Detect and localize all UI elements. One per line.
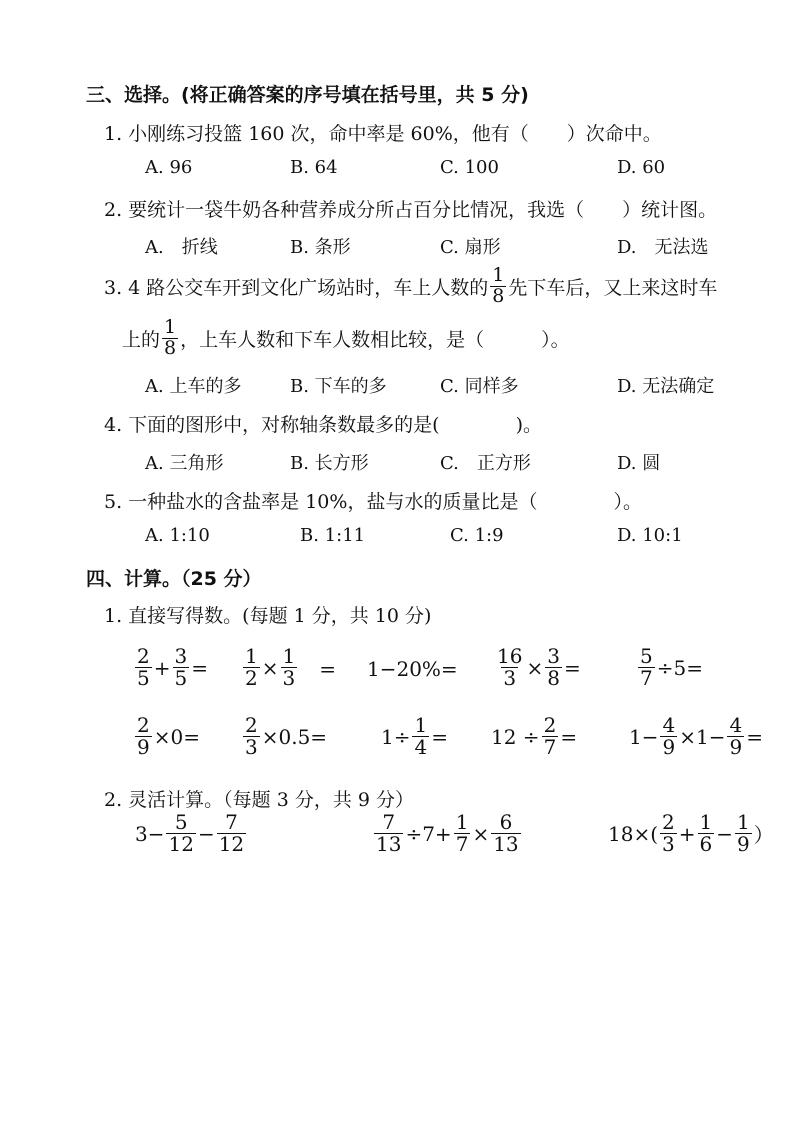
q3-option-b: B. 下车的多 bbox=[290, 376, 387, 397]
equals: = bbox=[746, 724, 763, 749]
operator: + bbox=[678, 821, 696, 846]
numerator: 1 bbox=[282, 644, 296, 668]
denominator: 3 bbox=[282, 666, 296, 690]
q4-option-c: C. 正方形 bbox=[440, 453, 531, 474]
fraction bbox=[173, 646, 190, 689]
operator: + bbox=[153, 655, 171, 680]
q2-option-b: B. 条形 bbox=[290, 237, 351, 258]
fraction bbox=[217, 812, 246, 855]
q3-fraction-1 bbox=[490, 266, 506, 307]
q4-option-a: A. 三角形 bbox=[145, 453, 224, 474]
fraction bbox=[495, 646, 524, 689]
numerator: 3 bbox=[547, 644, 560, 668]
calc-2-3 bbox=[381, 715, 448, 758]
expression-text: 1−20%= bbox=[367, 657, 458, 681]
fraction bbox=[660, 715, 677, 758]
denominator: 12 bbox=[168, 832, 194, 856]
denominator: 9 bbox=[729, 735, 743, 759]
q4-option-d: D. 圆 bbox=[617, 453, 661, 474]
operator: × bbox=[261, 655, 279, 680]
fraction bbox=[243, 715, 260, 758]
section3-title: 三、选择。(将正确答案的序号填在括号里，共 5 分) bbox=[86, 84, 529, 106]
numerator: 4 bbox=[662, 713, 676, 737]
operator: ÷7+ bbox=[405, 821, 452, 846]
calc-3-3 bbox=[608, 812, 774, 855]
question-4: 4. 下面的图形中，对称轴条数最多的是( )。 bbox=[104, 414, 542, 436]
operator-tail: ÷5= bbox=[656, 655, 703, 680]
denominator: 3 bbox=[503, 666, 517, 690]
numerator: 1 bbox=[245, 644, 258, 668]
calc-2-5 bbox=[629, 715, 763, 758]
question-3-line1 bbox=[104, 266, 717, 307]
calc-1-1 bbox=[133, 646, 208, 689]
numerator: 2 bbox=[137, 713, 150, 737]
calc-2-2 bbox=[241, 715, 327, 758]
denominator: 8 bbox=[492, 284, 505, 307]
q1-option-d: D. 60 bbox=[617, 157, 666, 178]
equals: = bbox=[431, 724, 448, 749]
fraction bbox=[281, 646, 298, 689]
fraction bbox=[243, 646, 260, 689]
numerator: 2 bbox=[245, 713, 258, 737]
denominator: 5 bbox=[137, 666, 150, 690]
denominator: 3 bbox=[245, 735, 258, 759]
fraction bbox=[545, 646, 562, 689]
denominator: 9 bbox=[137, 735, 150, 759]
q3-option-d: D. 无法确定 bbox=[617, 376, 715, 397]
section4-sub1: 1. 直接写得数。(每题 1 分，共 10 分) bbox=[104, 605, 432, 627]
q3-text-part2: 先下车后，又上来这时车 bbox=[508, 276, 718, 299]
calc-3-1 bbox=[135, 812, 248, 855]
equals: = bbox=[560, 724, 578, 749]
denominator: 3 bbox=[662, 832, 675, 856]
denominator: 7 bbox=[455, 832, 469, 856]
numerator: 7 bbox=[382, 810, 396, 834]
denominator: 9 bbox=[662, 735, 676, 759]
fraction bbox=[727, 715, 744, 758]
denominator: 8 bbox=[164, 336, 177, 359]
calc-1-5 bbox=[636, 646, 703, 689]
numerator: 7 bbox=[225, 810, 238, 834]
numerator: 4 bbox=[729, 713, 743, 737]
fraction bbox=[454, 812, 471, 855]
q5-option-d: D. 10:1 bbox=[617, 525, 683, 546]
equals: = bbox=[191, 655, 208, 680]
q3-line2-part1: 上的 bbox=[122, 328, 161, 351]
numerator: 1 bbox=[455, 810, 469, 834]
section4-sub2: 2. 灵活计算。（每题 3 分，共 9 分） bbox=[104, 789, 415, 811]
numerator: 5 bbox=[174, 810, 188, 834]
operator: × bbox=[472, 821, 490, 846]
prefix: 1÷ bbox=[381, 724, 411, 749]
denominator: 12 bbox=[218, 832, 245, 856]
q3-fraction-2 bbox=[162, 318, 178, 359]
calc-2-1 bbox=[133, 715, 200, 758]
numerator: 2 bbox=[543, 713, 557, 737]
operator-tail: ×0= bbox=[153, 724, 200, 749]
numerator: 1 bbox=[737, 810, 750, 834]
fraction bbox=[638, 646, 655, 689]
q1-option-c: C. 100 bbox=[440, 157, 499, 178]
fraction bbox=[166, 812, 195, 855]
q2-option-c: C. 扇形 bbox=[440, 237, 501, 258]
numerator: 16 bbox=[497, 644, 523, 668]
numerator: 1 bbox=[414, 713, 428, 737]
denominator: 6 bbox=[699, 832, 713, 856]
fraction bbox=[491, 812, 520, 855]
section4-title: 四、计算。（25 分） bbox=[86, 568, 262, 590]
calc-1-4 bbox=[493, 646, 581, 689]
denominator: 8 bbox=[547, 666, 560, 690]
q3-option-a: A. 上车的多 bbox=[145, 376, 242, 397]
denominator: 13 bbox=[493, 832, 519, 856]
q1-option-b: B. 64 bbox=[290, 157, 338, 178]
q2-option-a: A. 折线 bbox=[145, 237, 218, 258]
question-5: 5. 一种盐水的含盐率是 10%，盐与水的质量比是（ ）。 bbox=[104, 491, 642, 513]
fraction bbox=[135, 715, 152, 758]
numerator: 2 bbox=[662, 810, 675, 834]
calc-3-2 bbox=[372, 812, 523, 855]
q3-line2-part2: ，上车人数和下车人数相比较，是（ ）。 bbox=[180, 328, 570, 351]
calc-2-4 bbox=[491, 715, 577, 758]
denominator: 2 bbox=[245, 666, 258, 690]
denominator: 7 bbox=[543, 735, 557, 759]
numerator: 5 bbox=[640, 644, 653, 668]
question-1: 1. 小刚练习投篮 160 次，命中率是 60%，他有（ ）次命中。 bbox=[104, 123, 662, 145]
operator: − bbox=[197, 821, 215, 846]
q5-option-b: B. 1:11 bbox=[300, 525, 366, 546]
operator: ×1− bbox=[679, 724, 726, 749]
prefix: 1− bbox=[629, 724, 659, 749]
numerator: 3 bbox=[174, 644, 188, 668]
prefix: 3− bbox=[135, 821, 165, 846]
operator: − bbox=[716, 821, 734, 846]
denominator: 5 bbox=[174, 666, 188, 690]
numerator: 1 bbox=[164, 316, 177, 338]
fraction bbox=[374, 812, 403, 855]
question-2: 2. 要统计一袋牛奶各种营养成分所占百分比情况，我选（ ）统计图。 bbox=[104, 199, 718, 221]
denominator: 9 bbox=[737, 832, 750, 856]
q4-option-b: B. 长方形 bbox=[290, 453, 369, 474]
calc-1-2 bbox=[241, 646, 336, 689]
numerator: 1 bbox=[699, 810, 713, 834]
question-3-line2 bbox=[122, 318, 570, 359]
q1-option-a: A. 96 bbox=[145, 157, 193, 178]
operator-tail: ×0.5= bbox=[261, 724, 328, 749]
prefix: 18×( bbox=[608, 821, 659, 846]
q5-option-a: A. 1:10 bbox=[145, 525, 210, 546]
denominator: 4 bbox=[414, 735, 428, 759]
q5-option-c: C. 1:9 bbox=[450, 525, 504, 546]
numerator: 6 bbox=[499, 810, 513, 834]
q3-text-part1: 3. 4 路公交车开到文化广场站时，车上人数的 bbox=[104, 276, 489, 299]
fraction bbox=[698, 812, 715, 855]
fraction bbox=[735, 812, 752, 855]
equals: = bbox=[299, 657, 336, 681]
prefix: 12 ÷ bbox=[491, 724, 540, 749]
fraction bbox=[412, 715, 429, 758]
fraction bbox=[135, 646, 152, 689]
equals: = bbox=[563, 655, 581, 680]
denominator: 7 bbox=[640, 666, 653, 690]
fraction bbox=[542, 715, 559, 758]
fraction bbox=[660, 812, 677, 855]
numerator: 2 bbox=[137, 644, 150, 668]
numerator: 1 bbox=[492, 264, 505, 286]
calc-1-3 bbox=[367, 657, 458, 681]
operator: × bbox=[526, 655, 544, 680]
q3-option-c: C. 同样多 bbox=[440, 376, 519, 397]
q2-option-d: D. 无法选 bbox=[617, 237, 709, 258]
denominator: 13 bbox=[376, 832, 402, 856]
closing-paren: ） bbox=[753, 823, 774, 847]
